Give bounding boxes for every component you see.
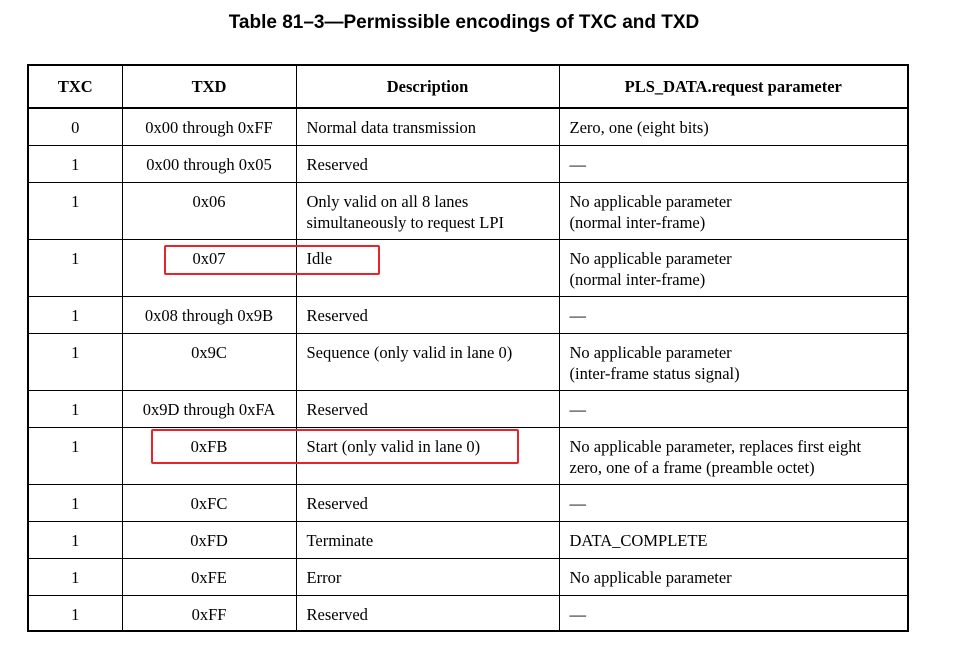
cell-txd: 0xFB — [122, 427, 296, 484]
parameter-line: No applicable parameter — [569, 248, 732, 268]
cell-txc: 0 — [28, 108, 122, 145]
parameter-line: zero, one of a frame (preamble octet) — [569, 457, 815, 477]
parameter-line: No applicable parameter — [569, 191, 732, 211]
cell-description — [296, 145, 559, 182]
cell-txd: 0xFC — [122, 484, 296, 521]
cell-txc: 1 — [28, 333, 122, 390]
description-line: Reserved — [306, 305, 368, 325]
cell-txd: 0xFD — [122, 521, 296, 558]
cell-parameter — [559, 182, 908, 239]
cell-description — [296, 390, 559, 427]
encodings-table — [27, 64, 909, 632]
cell-parameter — [559, 595, 908, 631]
description-line: Sequence (only valid in lane 0) — [306, 342, 513, 362]
table-row — [28, 182, 908, 239]
cell-txd: 0x9C — [122, 333, 296, 390]
table-row — [28, 145, 908, 182]
description-line: Start (only valid in lane 0) — [306, 436, 481, 456]
parameter-line: — — [569, 305, 586, 325]
cell-txc: 1 — [28, 521, 122, 558]
cell-txc: 1 — [28, 484, 122, 521]
table-row — [28, 484, 908, 521]
cell-txc: 1 — [28, 239, 122, 296]
table-row — [28, 239, 908, 296]
cell-parameter — [559, 108, 908, 145]
cell-parameter — [559, 296, 908, 333]
cell-description — [296, 427, 559, 484]
table-row — [28, 558, 908, 595]
parameter-line: No applicable parameter — [569, 342, 732, 362]
cell-txd: 0xFF — [122, 595, 296, 631]
parameter-line: (normal inter-frame) — [569, 212, 706, 232]
cell-description — [296, 239, 559, 296]
cell-txd: 0x06 — [122, 182, 296, 239]
cell-parameter — [559, 333, 908, 390]
cell-parameter — [559, 145, 908, 182]
parameter-line: — — [569, 604, 586, 624]
description-line: Terminate — [306, 530, 374, 550]
cell-parameter — [559, 484, 908, 521]
cell-parameter — [559, 558, 908, 595]
description-line: Reserved — [306, 154, 368, 174]
description-line: Error — [306, 567, 342, 587]
header-row — [28, 65, 908, 108]
cell-txd: 0x00 through 0x05 — [122, 145, 296, 182]
parameter-line: Zero, one (eight bits) — [569, 118, 709, 137]
cell-txc: 1 — [28, 296, 122, 333]
cell-txd: 0x00 through 0xFF — [122, 108, 296, 145]
cell-txc: 1 — [28, 390, 122, 427]
parameter-line: DATA_COMPLETE — [569, 530, 708, 550]
cell-parameter — [559, 427, 908, 484]
cell-description — [296, 558, 559, 595]
cell-description — [296, 296, 559, 333]
table-row — [28, 390, 908, 427]
cell-description — [296, 108, 559, 145]
cell-parameter — [559, 390, 908, 427]
table-row — [28, 333, 908, 390]
description-line: Normal data transmission — [306, 118, 477, 137]
header-txd: TXD — [122, 65, 296, 108]
cell-txd: 0x9D through 0xFA — [122, 390, 296, 427]
cell-parameter — [559, 521, 908, 558]
cell-txc: 1 — [28, 145, 122, 182]
cell-description — [296, 182, 559, 239]
description-line: Reserved — [306, 604, 368, 624]
description-line: Reserved — [306, 493, 368, 513]
table-row — [28, 108, 908, 145]
description-line: Reserved — [306, 399, 368, 419]
description-line: Idle — [306, 248, 333, 268]
table-row — [28, 427, 908, 484]
cell-txd: 0x07 — [122, 239, 296, 296]
cell-description — [296, 484, 559, 521]
cell-txc: 1 — [28, 558, 122, 595]
header-parameter: PLS_DATA.request parameter — [559, 65, 908, 108]
cell-txc: 1 — [28, 182, 122, 239]
parameter-line: No applicable parameter, replaces first eight — [569, 436, 862, 456]
cell-txd: 0xFE — [122, 558, 296, 595]
cell-txc: 1 — [28, 427, 122, 484]
parameter-line: (inter-frame status signal) — [569, 363, 740, 383]
header-description: Description — [296, 65, 559, 108]
cell-description — [296, 333, 559, 390]
description-line: Only valid on all 8 lanes — [306, 191, 469, 211]
table-row — [28, 521, 908, 558]
parameter-line: — — [569, 399, 586, 419]
table-row — [28, 595, 908, 631]
parameter-line: (normal inter-frame) — [569, 269, 706, 289]
table-row — [28, 296, 908, 333]
cell-parameter — [559, 239, 908, 296]
parameter-line: — — [569, 493, 586, 513]
cell-description — [296, 595, 559, 631]
cell-txd: 0x08 through 0x9B — [122, 296, 296, 333]
cell-description — [296, 521, 559, 558]
parameter-line: No applicable parameter — [569, 567, 732, 587]
header-txc: TXC — [28, 65, 122, 108]
cell-txc: 1 — [28, 595, 122, 631]
description-line: simultaneously to request LPI — [306, 212, 505, 232]
table-caption: Table 81–3—Permissible encodings of TXC and TXD — [228, 12, 700, 33]
parameter-line: — — [569, 154, 586, 174]
